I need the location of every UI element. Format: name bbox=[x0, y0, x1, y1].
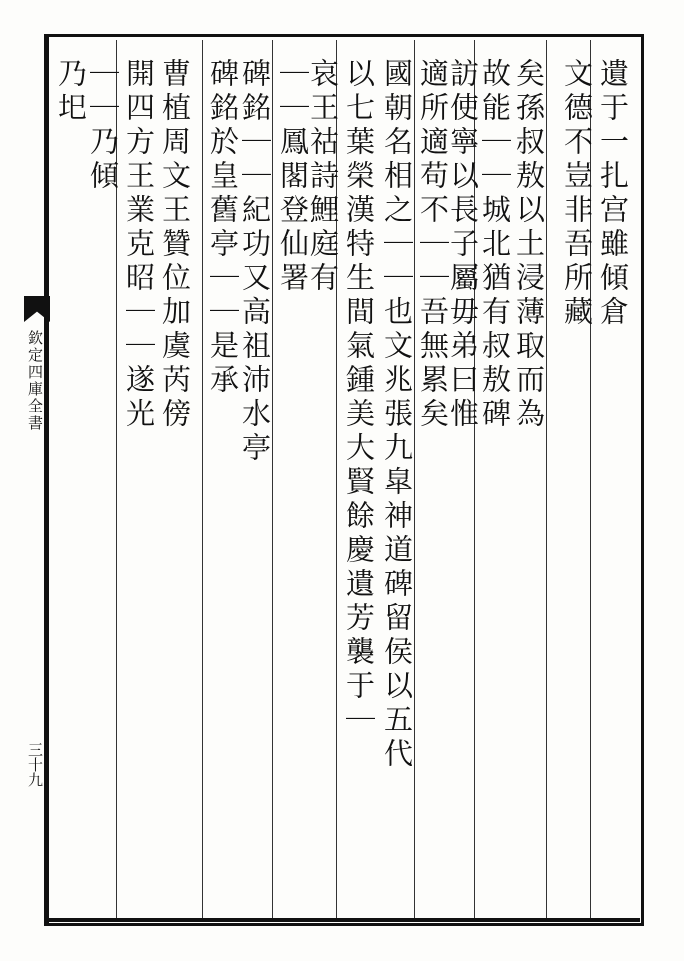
text-column-16: 乃圯 bbox=[54, 58, 88, 126]
text-column-9: 哀王祜詩鯉庭有 bbox=[306, 58, 340, 296]
column-rule bbox=[414, 40, 415, 920]
text-column-8: 以七葉榮漢特生間氣鍾美大賢餘慶遺芳襲于｜ bbox=[342, 58, 376, 738]
text-column-11: 碑銘｜｜紀功又高祖沛水亭 bbox=[238, 58, 272, 466]
column-rule bbox=[272, 40, 273, 920]
text-column-3: 矣孫叔敖以土浸薄取而為 bbox=[512, 58, 546, 432]
column-rule bbox=[546, 40, 547, 920]
text-column-6: 適所適苟不｜｜吾無累矣 bbox=[416, 58, 450, 432]
text-column-2: 文德不豈非吾所藏 bbox=[560, 58, 594, 330]
margin-book-title: 欽定四庫全書 bbox=[26, 330, 44, 432]
text-column-15: ｜｜乃傾 bbox=[86, 58, 120, 194]
text-column-4: 故能｜｜城北猶有叔敖碑 bbox=[478, 58, 512, 432]
text-column-10: ｜｜鳳閣登仙署 bbox=[276, 58, 310, 296]
text-column-1: 遺于一扎宫雖傾倉 bbox=[596, 58, 630, 330]
text-column-7: 國朝名相之｜｜也文兆張九皐神道碑留侯以五代 bbox=[380, 58, 414, 772]
column-rule bbox=[202, 40, 203, 920]
text-column-12: 碑銘於皇舊亭｜｜是承 bbox=[206, 58, 240, 398]
margin-page-number: 三十九 bbox=[26, 742, 44, 787]
bottom-rule bbox=[48, 918, 640, 922]
text-column-13: 曹植周文王贊位加虞芮傍 bbox=[158, 58, 192, 432]
text-column-14: 開四方王業克昭｜｜遂光 bbox=[122, 58, 156, 432]
text-column-5: 訪使寧以長子屬毋弟曰惟 bbox=[446, 58, 480, 432]
